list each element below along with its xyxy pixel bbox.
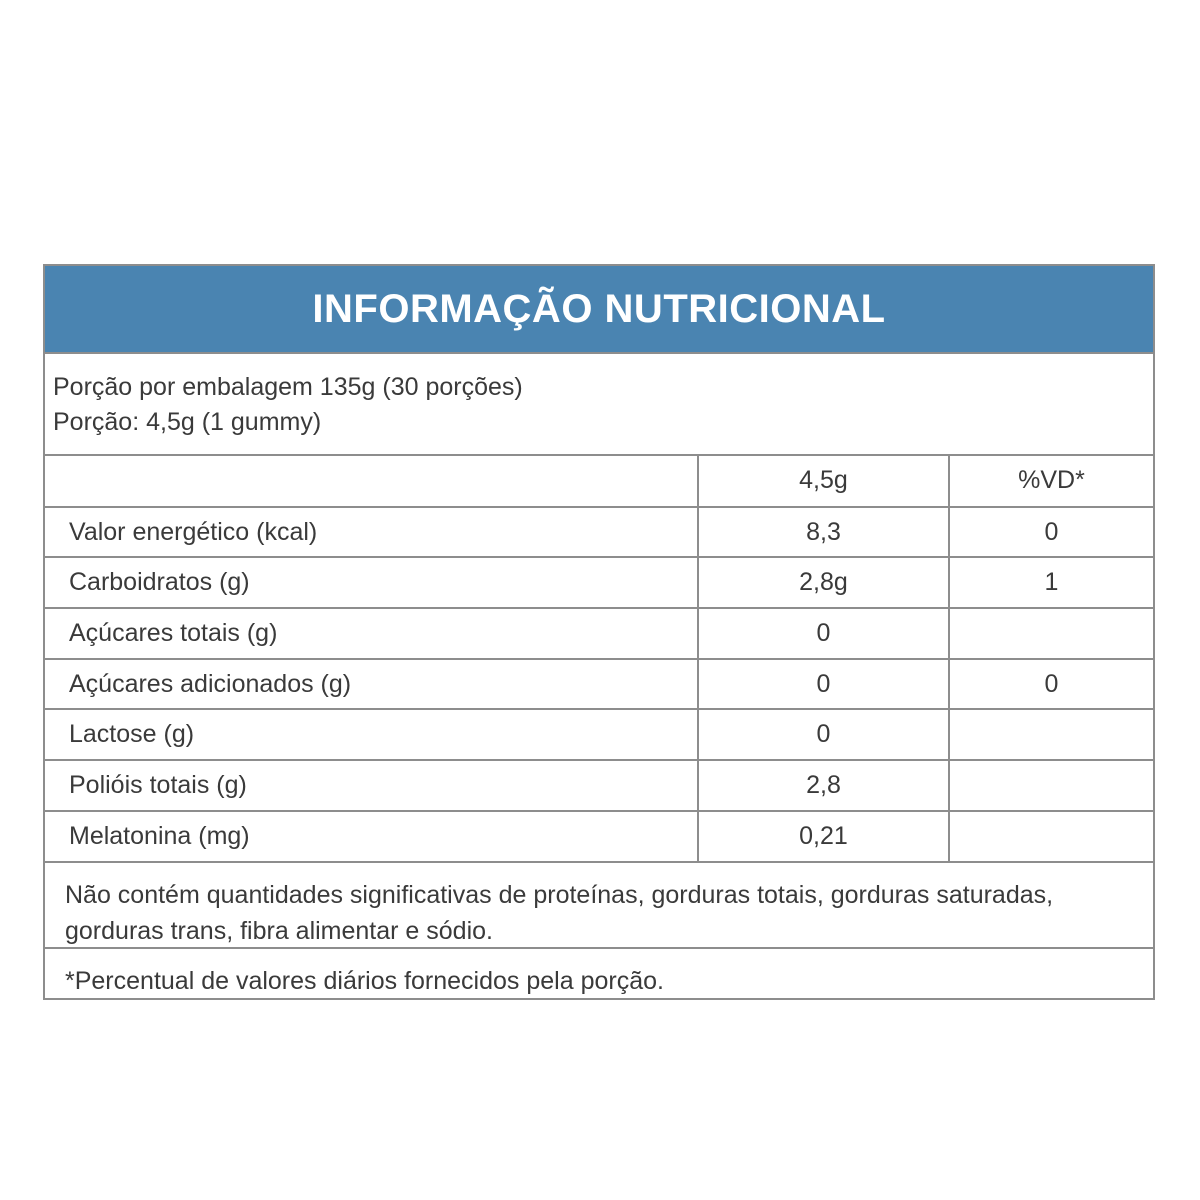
- nutrient-vd: 1: [949, 557, 1153, 608]
- column-header-nutrient: [45, 456, 698, 507]
- nutrient-value: 0: [698, 608, 949, 659]
- label-title: INFORMAÇÃO NUTRICIONAL: [312, 286, 886, 331]
- table-row: [45, 608, 1153, 659]
- nutrient-value: 2,8: [698, 760, 949, 811]
- nutrient-vd: [949, 709, 1153, 760]
- table-row: [45, 709, 1153, 760]
- nutrient-name: Valor energético (kcal): [45, 507, 698, 558]
- nutrient-name: Açúcares totais (g): [45, 608, 698, 659]
- table-header-row: [45, 456, 1153, 507]
- nutrient-value: 0: [698, 709, 949, 760]
- nutrient-vd: [949, 811, 1153, 862]
- nutrient-name: Melatonina (mg): [45, 811, 698, 862]
- column-header-serving: 4,5g: [698, 456, 949, 507]
- portion-serving: Porção: 4,5g (1 gummy): [53, 408, 322, 436]
- nutrient-name: Açúcares adicionados (g): [45, 659, 698, 710]
- table-row: [45, 507, 1153, 558]
- label-header: [45, 266, 1153, 354]
- nutrient-vd: 0: [949, 507, 1153, 558]
- daily-value-footnote: *Percentual de valores diários fornecidos pela porção.: [65, 966, 664, 995]
- nutrient-value: 2,8g: [698, 557, 949, 608]
- nutrition-facts-label: [43, 264, 1155, 1000]
- nutrient-name: Polióis totais (g): [45, 760, 698, 811]
- table-row: [45, 811, 1153, 862]
- note-line-2: gorduras trans, fibra alimentar e sódio.: [65, 916, 493, 945]
- nutrient-value: 8,3: [698, 507, 949, 558]
- table-row: [45, 760, 1153, 811]
- nutrient-vd: 0: [949, 659, 1153, 710]
- note-line-1: Não contém quantidades significativas de proteínas, gorduras totais, gorduras saturadas,: [65, 880, 1054, 909]
- nutrient-value: 0: [698, 659, 949, 710]
- portion-info: [45, 354, 1153, 456]
- nutrient-value: 0,21: [698, 811, 949, 862]
- nutrient-name: Lactose (g): [45, 709, 698, 760]
- nutrition-note: [45, 863, 1153, 949]
- nutrient-vd: [949, 608, 1153, 659]
- nutrition-table: [45, 456, 1153, 863]
- table-row: [45, 659, 1153, 710]
- table-row: [45, 557, 1153, 608]
- nutrient-name: Carboidratos (g): [45, 557, 698, 608]
- column-header-daily-value: %VD*: [949, 456, 1153, 507]
- nutrient-vd: [949, 760, 1153, 811]
- portion-per-package: Porção por embalagem 135g (30 porções): [53, 373, 523, 401]
